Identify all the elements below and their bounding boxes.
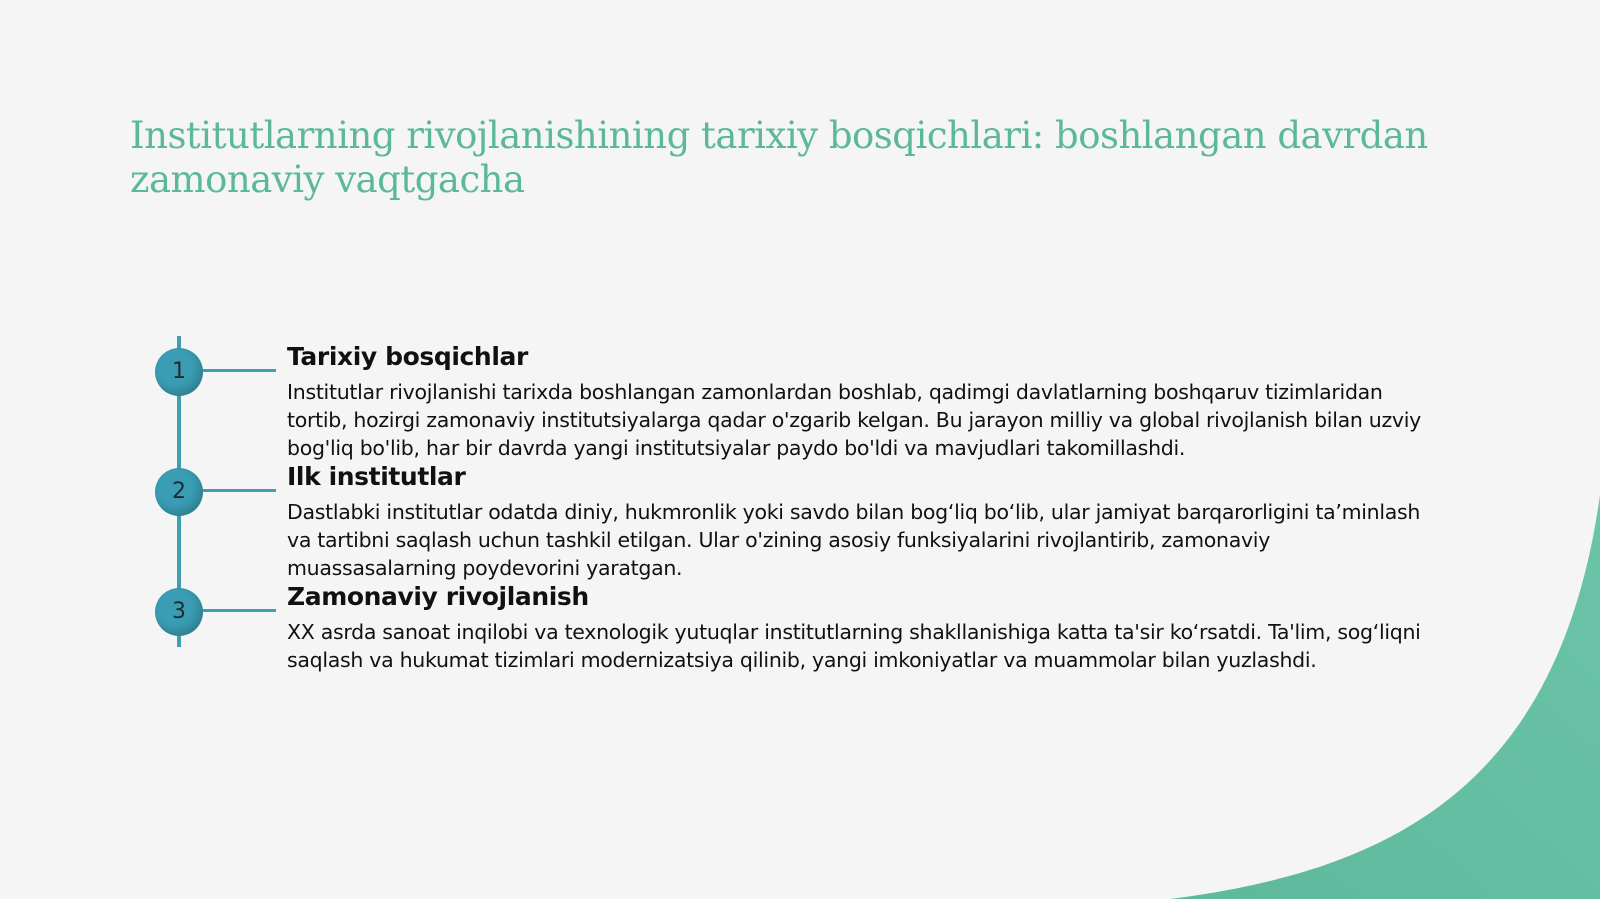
step-description: Dastlabki institutlar odatda diniy, hukmronlik yoki savdo bilan bog‘liq bo‘lib, ular jamiyat barqarorligini ta’minlash va tartibni saqlash uchun tashkil etilgan. Ular o'zining asosiy funksiyalarini rivojlantirib, zamonaviy muassasalarning poydevorini yaratgan.	[287, 500, 1421, 580]
step-number-badge: 2	[155, 468, 203, 516]
step-number-badge: 3	[155, 588, 203, 636]
step-description: Institutlar rivojlanishi tarixda boshlangan zamonlardan boshlab, qadimgi davlatlarning boshqaruv tizimlaridan tortib, hozirgi zamonaviy institutsiyalarga qadar o'zgarib kelgan. Bu jarayon milliy va global rivojlanish bilan uzviy bog'liq bo'lib, har bir davrda yangi institutsiyalar paydo bo'ldi va mavjudlari takomillashdi.	[287, 380, 1421, 460]
step-heading: Tarixiy bosqichlar	[287, 342, 528, 371]
step-description: XX asrda sanoat inqilobi va texnologik yutuqlar institutlarning shakllanishiga katta ta'sir ko‘rsatdi. Ta'lim, sog‘liqni saqlash va hukumat tizimlari modernizatsiya qilinib, yangi imkoniyatlar va muammolar bilan yuzlashdi.	[287, 620, 1421, 672]
step-heading: Zamonaviy rivojlanish	[287, 582, 589, 611]
step-heading: Ilk institutlar	[287, 462, 466, 491]
slide-title: Institutlarning rivojlanishining tarixiy bosqichlari: boshlangan davrdan zamonaviy vaqtgacha	[130, 114, 1428, 201]
step-number-badge: 1	[155, 348, 203, 396]
